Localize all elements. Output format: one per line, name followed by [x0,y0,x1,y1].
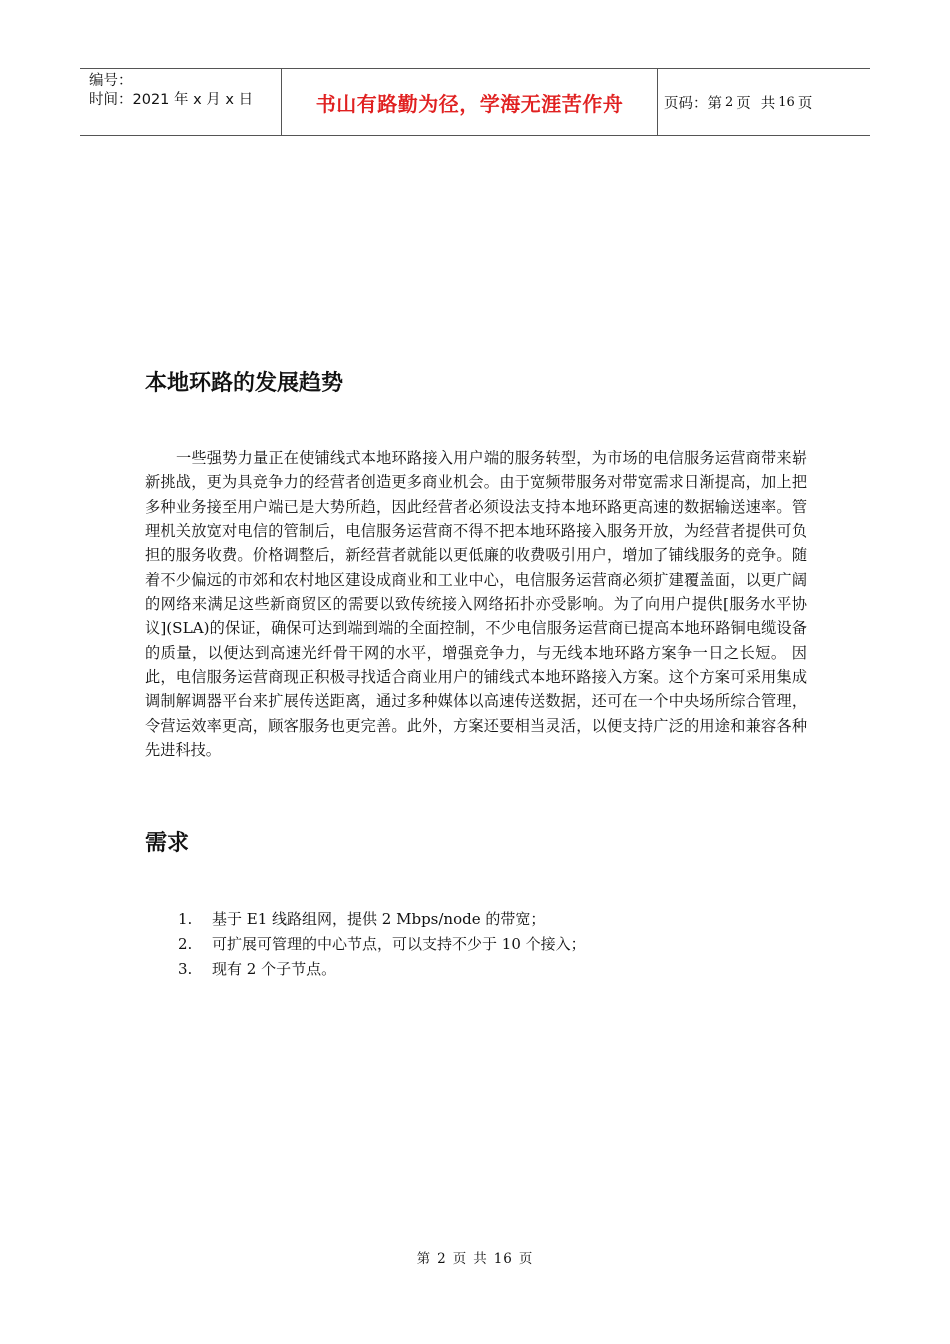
document-date: 时间：2021 年 x 月 x 日 [89,92,254,108]
requirements-list [178,907,586,982]
list-item-text: 现有 2 个子节点。 [212,960,337,978]
total-suffix: 页 [797,95,813,112]
list-item-text: 基于 E1 线路组网，提供 2 Mbps/node 的带宽； [212,910,546,928]
list-item [178,932,586,957]
body-paragraph: 一些强势力量正在使铺线式本地环路接入用户端的服务转型，为市场的电信服务运营商带来崭新挑战，更为具竞争力的经营者创造更多商业机会。由于宽频带服务对带宽需求日渐提高，加上把多种业务接至用户端已是大势所趋，因此经营者必须设法支持本地环路更高速的数据输送速率。管理机关放宽对电信的管制后，电信服务运营商不得不把本地环路接入服务开放，为经营者提供可负担的服务收费。价格调整后，新经营者就能以更低廉的收费吸引用户，增加了铺线服务的竞争。随着不少偏远的市郊和农村地区建设成商业和工业中心，电信服务运营商必须扩建覆盖面，以更广阔的网络来满足这些新商贸区的需要以致传统接入网络拓扑亦受影响。为了向用户提供[服务水平协议](SLA)的保证，确保可达到端到端的全面控制，不少电信服务运营商已提高本地环路铜电缆设备的质量，以便达到高速光纤骨干网的水平，增强竞争力，与无线本地环路方案争一日之长短。 因此，电信服务运营商现正积极寻找适合商业用户的铺线式本地环路接入方案。这个方案可采用集成调制解调器平台来扩展传送距离，通过多种媒体以高速传送数据，还可在一个中央场所综合管理，令营运效率更高，顾客服务也更完善。此外，方案还要相当灵活，以便支持广泛的用途和兼容各种先进科技。 [145,449,807,760]
footer-prefix: 第 [416,1251,432,1267]
list-item [178,957,586,982]
list-item-text: 可扩展可管理的中心节点，可以支持不少于 10 个接入； [212,935,586,953]
header-motto: 书山有路勤为径，学海无涯苦作舟 [281,69,658,135]
section-heading-trends: 本地环路的发展趋势 [145,371,344,396]
footer-total-word: 共 [473,1251,488,1267]
total-pages-number: 16 [778,94,795,110]
list-item-index: 3. [178,960,193,978]
page-word: 页 [736,95,751,112]
footer-page-number: 2 [437,1251,447,1267]
document-header [80,68,870,136]
footer-total-number: 16 [493,1251,513,1267]
header-meta [80,69,281,135]
total-label: 共 [760,95,776,112]
page-label-prefix: 页码：第 [664,95,722,112]
list-item-index: 2. [178,935,193,953]
footer-page-word: 页 [452,1251,468,1267]
footer-suffix: 页 [518,1251,534,1267]
section-heading-requirements: 需求 [145,831,190,856]
list-item [178,907,586,932]
header-page-info [658,69,870,135]
current-page-number: 2 [725,94,734,110]
document-number-label: 编号： [89,73,133,89]
page-footer [0,1247,950,1267]
list-item-index: 1. [178,910,193,928]
